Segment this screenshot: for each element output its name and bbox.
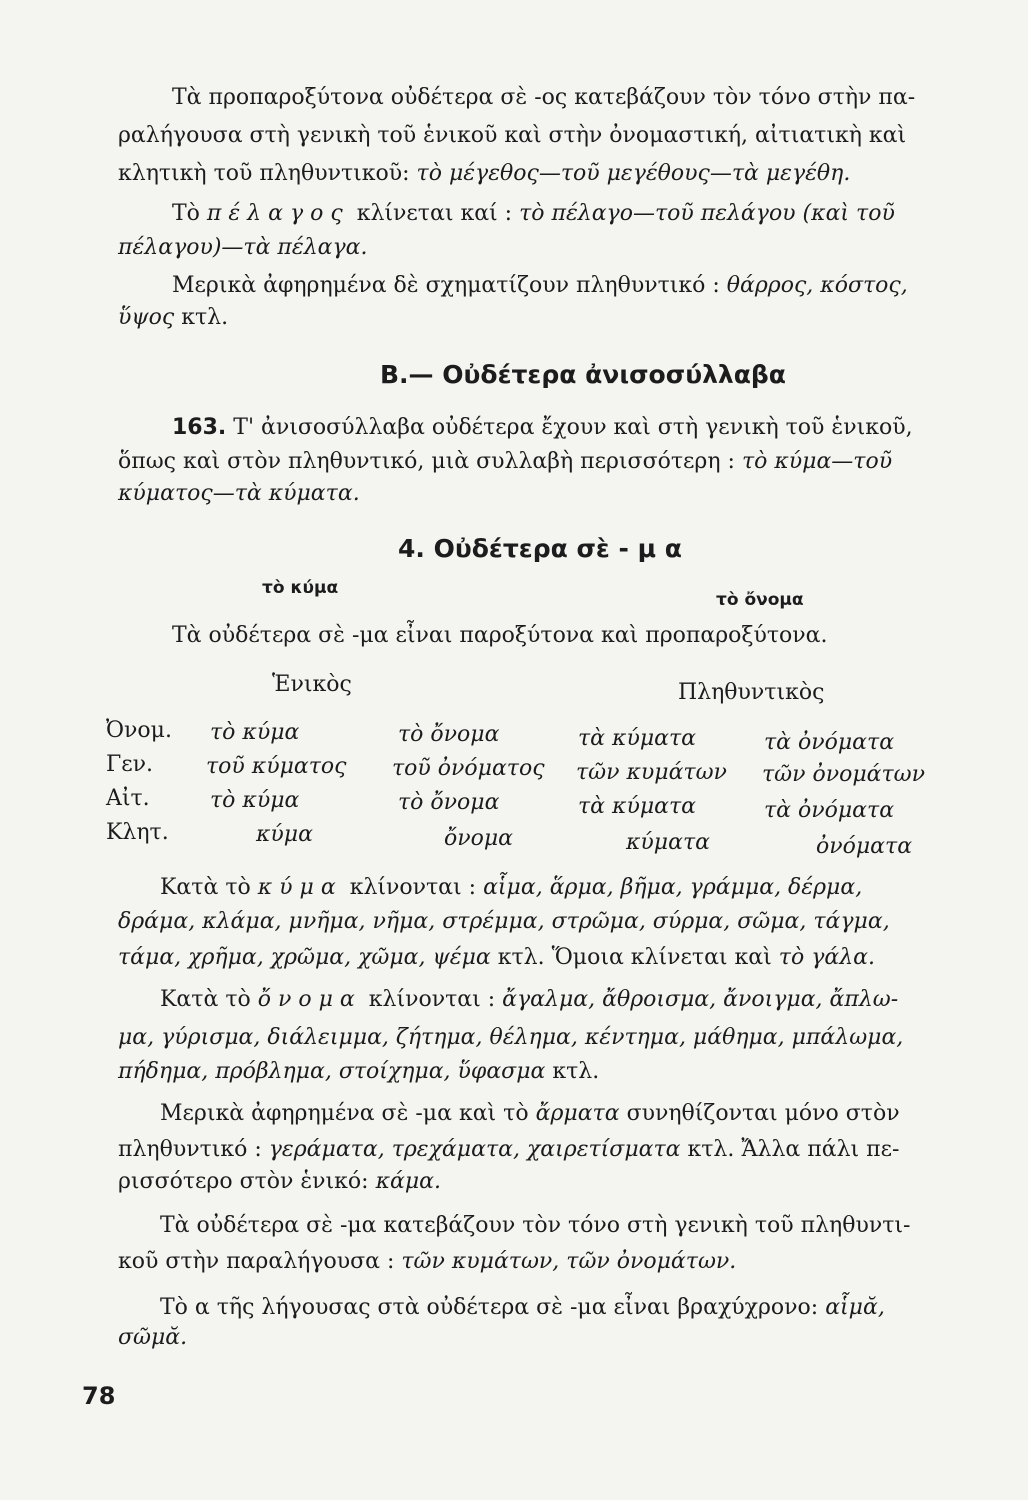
para-accent-text: κοῦ στὴν παραλήγουσα : xyxy=(118,1249,395,1274)
para-kyma-line2: δράμα, κλάμα, μνῆμα, νῆμα, στρέμμα, στρῶμα, σύρμα, σῶμα, τάγμα, xyxy=(118,909,890,934)
para-abstract-plural: πληθυντικό : xyxy=(118,1137,262,1162)
para-kyma-spaced-word: κύμα xyxy=(257,875,343,900)
para-alpha-line1 xyxy=(160,1290,885,1326)
para-abstract-word: ἄρματα xyxy=(535,1101,620,1126)
para-abstract-rest: κτλ. Ἄλλα πάλι πε- xyxy=(687,1137,900,1162)
table-cell: τὸ ὄνομα xyxy=(398,722,500,747)
section-4-heading: 4. Οὐδέτερα σὲ - μ α xyxy=(398,534,682,563)
table-cell: τῶν ὀνομάτων xyxy=(762,762,925,787)
table-cell: τὰ κύματα xyxy=(578,794,697,819)
page-number: 78 xyxy=(82,1382,116,1410)
para-onoma-etc: κτλ. xyxy=(552,1059,600,1084)
para3-example: θάρρος, κόστος, xyxy=(726,273,908,298)
para-onoma-spaced-word: ὄνομα xyxy=(257,987,362,1012)
para2-lead: Τὸ xyxy=(172,201,200,226)
para-accent-line1: Τὰ οὐδέτερα σὲ -μα κατεβάζουν τὸν τόνο στὴ γενικὴ τοῦ πληθυντι- xyxy=(160,1213,911,1238)
para-kyma-note: κτλ. Ὅμοια κλίνεται καὶ xyxy=(497,945,772,970)
para163-text2: ὅπως καὶ στὸν πληθυντικό, μιὰ συλλαβὴ περισσότερη : xyxy=(118,449,735,474)
para163-line3: κύματος—τὰ κύματα. xyxy=(118,481,360,506)
para-onoma-list3: πήδημα, πρόβλημα, στοίχημα, ὕφασμα xyxy=(118,1059,546,1084)
table-case-label: Γεν. xyxy=(106,752,154,777)
para-kyma-list3: τάμα, χρῆμα, χρῶμα, χῶμα, ψέμα xyxy=(118,945,491,970)
para1-line3-text: κλητικὴ τοῦ πληθυντικοῦ: xyxy=(118,161,410,186)
para1-line1: Τὰ προπαροξύτονα οὐδέτερα σὲ -ος κατεβάζουν τὸν τόνο στὴν πα- xyxy=(172,85,916,110)
table-case-label: Αἰτ. xyxy=(106,786,150,811)
para1-line2: ραλήγουσα στὴ γενικὴ τοῦ ἑνικοῦ καὶ στὴν ὀνομαστική, αἰτιατικὴ καὶ xyxy=(118,123,907,148)
table-cell: κύματα xyxy=(626,830,710,855)
para-kyma-line1 xyxy=(160,870,862,906)
para163-line1 xyxy=(172,410,913,446)
para-kyma-list: αἷμα, ἅρμα, βῆμα, γράμμα, δέρμα, xyxy=(483,875,863,900)
para163-number: 163. xyxy=(172,415,227,440)
para-alpha-example: αἷμᾰ, xyxy=(825,1295,885,1320)
para-accent-examples: τῶν κυμάτων, τῶν ὀνομάτων. xyxy=(401,1249,737,1274)
para1-line3 xyxy=(118,156,850,192)
table-cell: τὰ ὀνόματα xyxy=(764,730,895,755)
para2-line2: πέλαγου)—τὰ πέλαγα. xyxy=(118,235,368,260)
table-cell: τὸ κύμα xyxy=(210,720,300,745)
para-onoma-mid: κλίνονται : xyxy=(368,987,496,1012)
para3-line2 xyxy=(118,300,228,336)
table-cell: κύμα xyxy=(256,822,313,847)
para163-line2 xyxy=(118,444,892,480)
table-cell: τὰ ὀνόματα xyxy=(764,798,895,823)
section-b-heading: Β.— Οὐδέτερα ἀνισοσύλλαβα xyxy=(380,360,786,389)
para-abstract-line1 xyxy=(160,1096,900,1132)
para3-line1 xyxy=(172,268,908,304)
para-abstract-examples: γεράματα, τρεχάματα, χαιρετίσματα xyxy=(268,1137,681,1162)
table-cell: τὸ ὄνομα xyxy=(398,790,500,815)
para-onoma-line3 xyxy=(118,1054,599,1090)
table-cell: τοῦ κύματος xyxy=(206,754,347,779)
para-onoma-list: ἄγαλμα, ἄθροισμα, ἄνοιγμα, ἄπλω- xyxy=(502,987,899,1012)
para2-spaced-word: πέλαγος xyxy=(206,201,350,226)
para3-etc: κτλ. xyxy=(181,305,229,330)
para2-line1 xyxy=(172,196,895,232)
para2-example: τὸ πέλαγο—τοῦ πελάγου (καὶ τοῦ xyxy=(519,201,895,226)
para-abstract-line2 xyxy=(118,1132,899,1168)
table-cell: ὀνόματα xyxy=(816,834,913,859)
table-case-label: Κλητ. xyxy=(106,820,169,845)
para-abstract-line3 xyxy=(118,1164,441,1200)
table-header-plural: Πληθυντικὸς xyxy=(678,680,825,705)
intro-line: Τὰ οὐδέτερα σὲ -μα εἶναι παροξύτονα καὶ προπαροξύτονα. xyxy=(172,623,828,648)
para-abstract-text: Μερικὰ ἀφηρημένα σὲ -μα καὶ τὸ xyxy=(160,1101,529,1126)
para-onoma-line1 xyxy=(160,982,898,1018)
para2-mid: κλίνεται καί : xyxy=(356,201,513,226)
table-case-label: Ὀνομ. xyxy=(106,718,172,743)
table-header-singular: Ἑνικὸς xyxy=(272,672,352,697)
para-alpha-text: Τὸ α τῆς λήγουσας στὰ οὐδέτερα σὲ -μα εἶναι βραχύχρονο: xyxy=(160,1295,819,1320)
model-word-kyma: τὸ κύμα xyxy=(262,578,339,598)
para1-example: τὸ μέγεθος—τοῦ μεγέθους—τὰ μεγέθη. xyxy=(416,161,851,186)
para-abstract-text2: συνηθίζονται μόνο στὸν xyxy=(626,1101,900,1126)
para3-example2: ὕψος xyxy=(118,305,175,330)
para3-text: Μερικὰ ἀφηρημένα δὲ σχηματίζουν πληθυντικό : xyxy=(172,273,720,298)
para-accent-line2 xyxy=(118,1244,736,1280)
table-cell: τοῦ ὀνόματος xyxy=(392,756,545,781)
para163-example: τὸ κύμα—τοῦ xyxy=(741,449,893,474)
table-cell: τῶν κυμάτων xyxy=(576,760,727,785)
para-alpha-line2: σῶμᾰ. xyxy=(118,1325,188,1350)
para-abstract-singular: ρισσότερο στὸν ἑνικό: xyxy=(118,1169,369,1194)
para-onoma-line2: μα, γύρισμα, διάλειμμα, ζήτημα, θέλημα, κέντημα, μάθημα, μπάλωμα, xyxy=(118,1025,904,1050)
table-cell: τὸ κύμα xyxy=(210,788,300,813)
para-kyma-mid: κλίνονται : xyxy=(349,875,477,900)
para-onoma-lead: Κατὰ τὸ xyxy=(160,987,251,1012)
para-kyma-lead: Κατὰ τὸ xyxy=(160,875,251,900)
para-kyma-gala: τὸ γάλα. xyxy=(778,945,875,970)
para-kyma-line3 xyxy=(118,940,875,976)
para-abstract-kama: κάμα. xyxy=(375,1169,442,1194)
para163-text: Τ' ἀνισοσύλλαβα οὐδέτερα ἔχουν καὶ στὴ γενικὴ τοῦ ἑνικοῦ, xyxy=(233,415,913,440)
table-cell: ὄνομα xyxy=(444,826,514,851)
model-word-onoma: τὸ ὄνομα xyxy=(716,590,804,610)
table-cell: τὰ κύματα xyxy=(578,726,697,751)
